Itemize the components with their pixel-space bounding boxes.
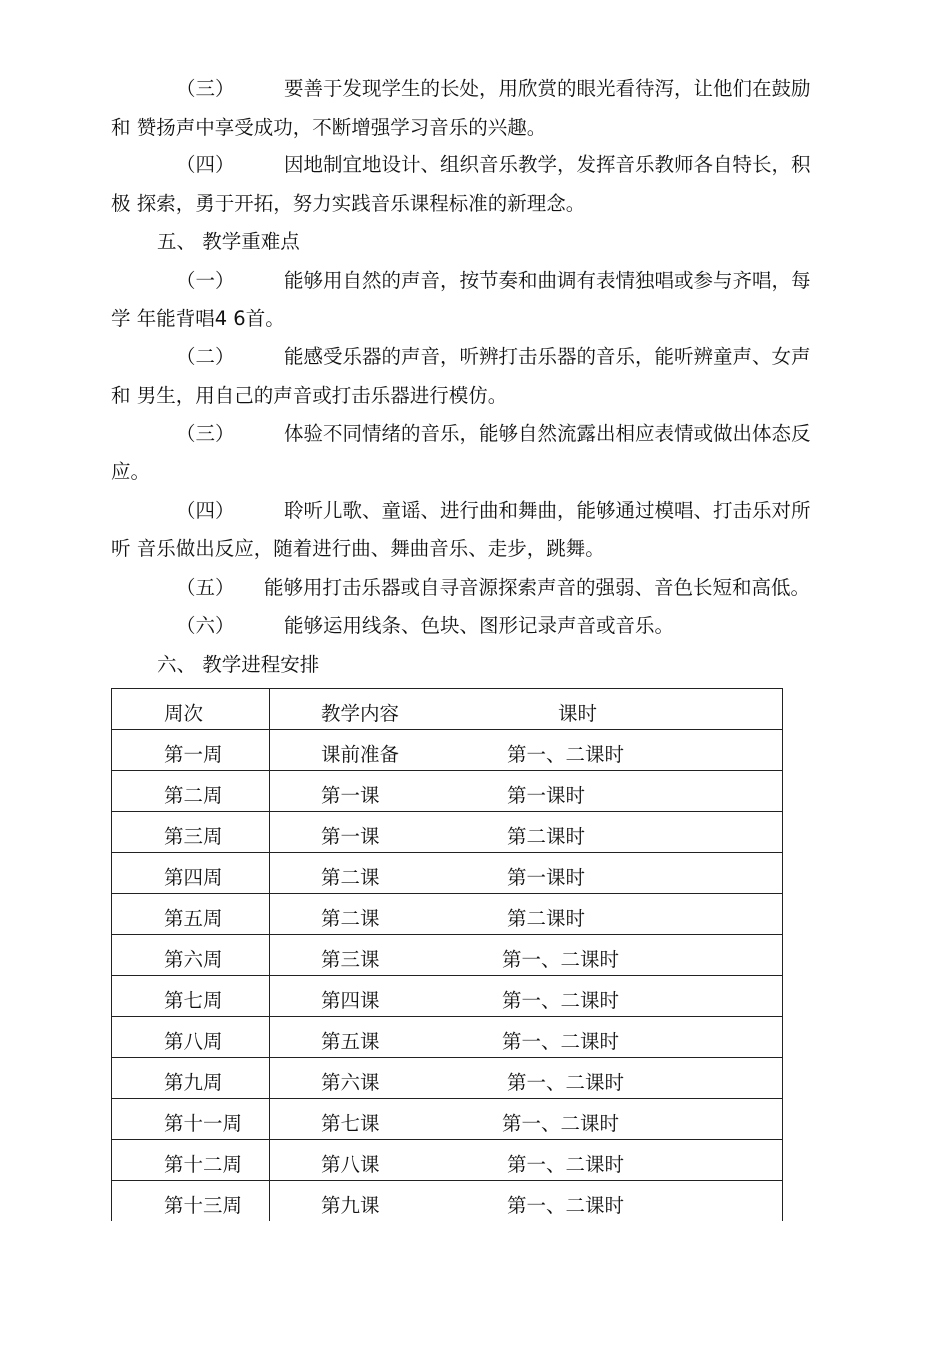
- item-number: （二）: [176, 345, 235, 368]
- table-row: [112, 1140, 783, 1181]
- item-text-continued: 和 男生，用自己的声音或打击乐器进行模仿。: [111, 384, 508, 407]
- item-text-continued: 极 探索，勇于开拓，努力实践音乐课程标准的新理念。: [111, 192, 586, 215]
- table-cell: 第二课 第二课时: [270, 894, 783, 935]
- table-row: [112, 812, 783, 853]
- item-text: 因地制宜地设计、组织音乐教学，发挥音乐教师各自特长，积: [284, 153, 811, 176]
- table-cell: 第一周: [112, 730, 270, 771]
- item-text: 能够运用线条、色块、图形记录声音或音乐。: [284, 614, 675, 637]
- section-heading: 五、 教学重难点: [157, 230, 300, 253]
- section-heading: 六、 教学进程安排: [157, 653, 320, 676]
- item-text: 能够用自然的声音，按节奏和曲调有表情独唱或参与齐唱，每: [284, 269, 811, 292]
- item-number: （四）: [176, 499, 235, 522]
- table-row: [112, 1099, 783, 1140]
- item-text-continued: 听 音乐做出反应，随着进行曲、舞曲音乐、走步，跳舞。: [111, 537, 605, 560]
- item-text: 能够用打击乐器或自寻音源探索声音的强弱、音色长短和高低。: [264, 576, 811, 599]
- table-row: [112, 771, 783, 812]
- item-text-continued: 学 年能背唱4 6首。: [111, 307, 285, 330]
- item-number: （五）: [176, 576, 235, 599]
- table-cell: 第十三周: [112, 1181, 270, 1222]
- table-cell: 第二课 第一课时: [270, 853, 783, 894]
- table-row: [112, 1058, 783, 1099]
- table-cell: 第九课 第一、二课时: [270, 1181, 783, 1222]
- header-cell: 教学内容 课时: [270, 689, 783, 730]
- table-cell: 第五课 第一、二课时: [270, 1017, 783, 1058]
- table-cell: 课前准备 第一、二课时: [270, 730, 783, 771]
- item-number: （三）: [176, 422, 235, 445]
- header-cell: 周次: [112, 689, 270, 730]
- table-cell: 第四课 第一、二课时: [270, 976, 783, 1017]
- item-text: 体验不同情绪的音乐，能够自然流露出相应表情或做出体态反: [284, 422, 811, 445]
- item-number: （一）: [176, 269, 235, 292]
- item-number: （六）: [176, 614, 235, 637]
- table-cell: 第一课 第二课时: [270, 812, 783, 853]
- table-row: [112, 935, 783, 976]
- table-cell: 第四周: [112, 853, 270, 894]
- item-text: 能感受乐器的声音，听辨打击乐器的音乐，能听辨童声、女声: [284, 345, 811, 368]
- table-cell: 第八课 第一、二课时: [270, 1140, 783, 1181]
- item-number: （四）: [176, 153, 235, 176]
- item-text-continued: 应。: [111, 460, 151, 483]
- table-cell: 第三周: [112, 812, 270, 853]
- table-cell: 第三课 第一、二课时: [270, 935, 783, 976]
- table-cell: 第九周: [112, 1058, 270, 1099]
- table-cell: 第五周: [112, 894, 270, 935]
- table-row: [112, 894, 783, 935]
- table-cell: 第七周: [112, 976, 270, 1017]
- table-row: [112, 1181, 783, 1222]
- table-row: [112, 976, 783, 1017]
- table-row: [112, 1017, 783, 1058]
- table-row: [112, 730, 783, 771]
- schedule-table: [111, 688, 783, 1221]
- table-row: [112, 853, 783, 894]
- table-cell: 第二周: [112, 771, 270, 812]
- table-header-row: [112, 689, 783, 730]
- table-cell: 第六课 第一、二课时: [270, 1058, 783, 1099]
- item-text-continued: 和 赞扬声中享受成功，不断增强学习音乐的兴趣。: [111, 116, 547, 139]
- item-text: 要善于发现学生的长处，用欣赏的眼光看待泻，让他们在鼓励: [284, 77, 811, 100]
- table-cell: 第一课 第一课时: [270, 771, 783, 812]
- table-cell: 第六周: [112, 935, 270, 976]
- table-cell: 第八周: [112, 1017, 270, 1058]
- table-cell: 第十一周: [112, 1099, 270, 1140]
- table-cell: 第十二周: [112, 1140, 270, 1181]
- table-cell: 第七课 第一、二课时: [270, 1099, 783, 1140]
- item-text: 聆听儿歌、童谣、进行曲和舞曲，能够通过模唱、打击乐对所: [284, 499, 811, 522]
- item-number: （三）: [176, 77, 235, 100]
